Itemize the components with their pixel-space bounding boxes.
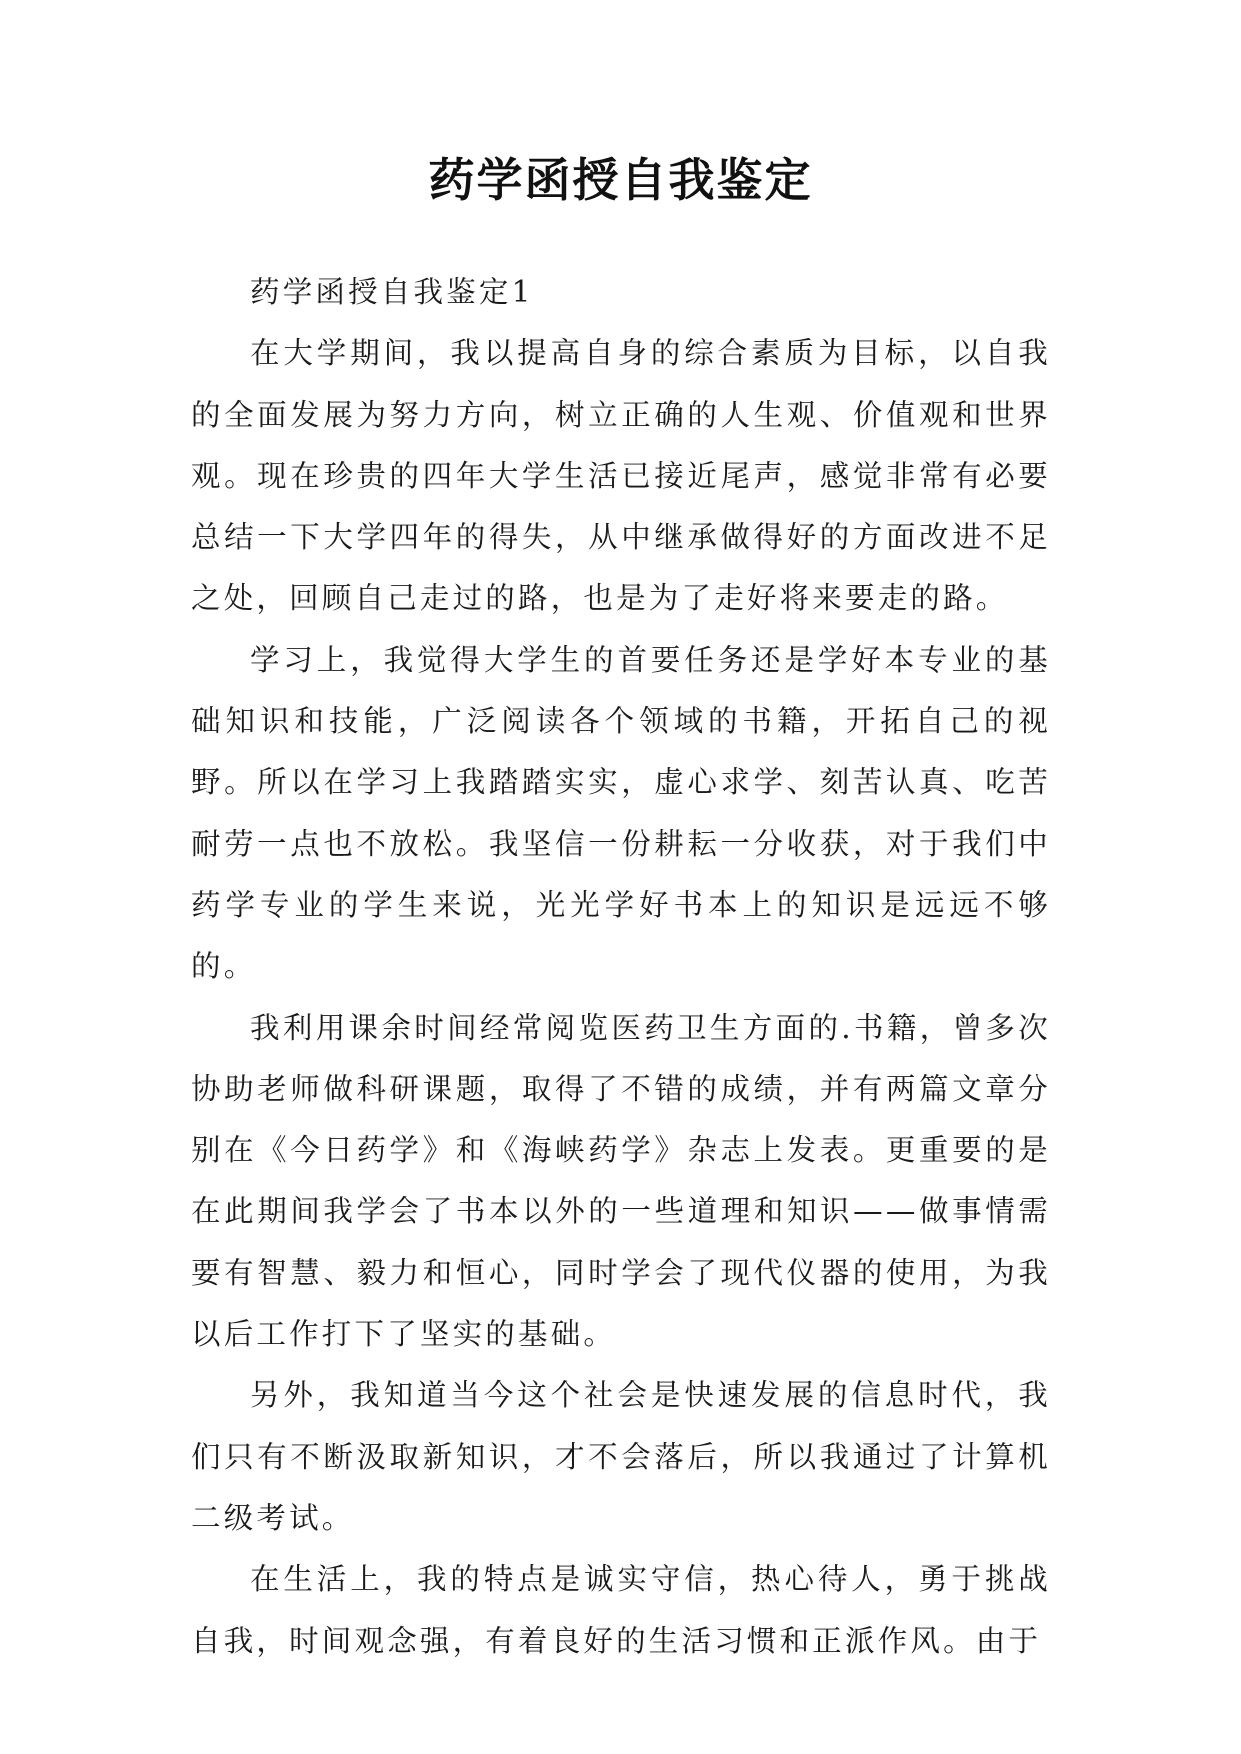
section-heading: 药学函授自我鉴定1 xyxy=(250,275,534,309)
paragraph: 学习上，我觉得大学生的首要任务还是学好本专业的基础知识和技能，广泛阅读各个领域的书籍，开拓自己的视野。所以在学习上我踏踏实实，虚心求学、刻苦认真、吃苦耐劳一点也不放松。我坚信一份耕耘一分收获，对于我们中药学专业的学生来说，光光学好书本上的知识是远远不够的。 xyxy=(191,642,1051,984)
paragraph: 我利用课余时间经常阅览医药卫生方面的.书籍，曾多次协助老师做科研课题，取得了不错的成绩，并有两篇文章分别在《今日药学》和《海峡药学》杂志上发表。更重要的是在此期间我学会了书本以外的一些道理和知识——做事情需要有智慧、毅力和恒心，同时学会了现代仪器的使用，为我以后工作打下了坚实的基础。 xyxy=(191,1010,1051,1352)
document-body xyxy=(191,262,1051,1672)
document-title: 药学函授自我鉴定 xyxy=(428,153,813,207)
paragraph: 在大学期间，我以提高自身的综合素质为目标，以自我的全面发展为努力方向，树立正确的人生观、价值观和世界观。现在珍贵的四年大学生活已接近尾声，感觉非常有必要总结一下大学四年的得失，从中继承做得好的方面改进不足之处，回顾自己走过的路，也是为了走好将来要走的路。 xyxy=(191,336,1051,616)
paragraph: 在生活上，我的特点是诚实守信，热心待人，勇于挑战自我，时间观念强，有着良好的生活习惯和正派作风。由于 xyxy=(191,1562,1051,1658)
paragraph: 另外，我知道当今这个社会是快速发展的信息时代，我们只有不断汲取新知识，才不会落后，所以我通过了计算机二级考试。 xyxy=(191,1378,1051,1535)
